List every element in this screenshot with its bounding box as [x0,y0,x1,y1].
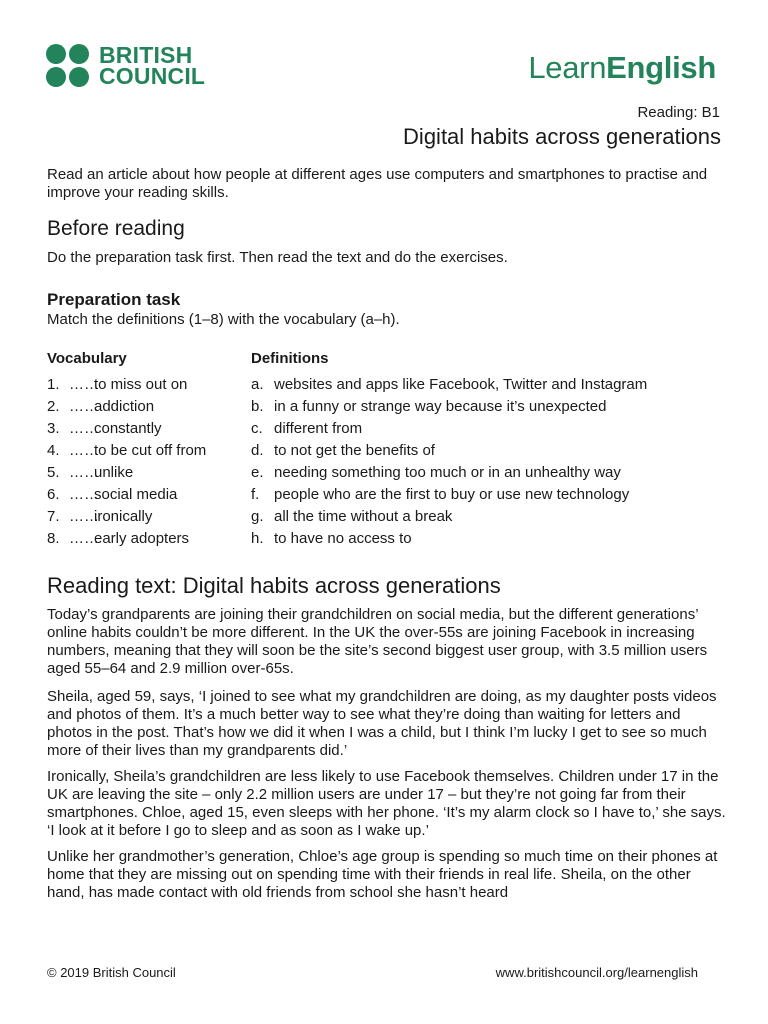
prep-instruction: Match the definitions (1–8) with the vocabulary (a–h). [47,311,400,328]
vocab-item [47,462,206,484]
vocab-item [47,484,206,506]
vocab-item [47,528,206,550]
definition-text: to have no access to [274,530,412,547]
vocab-num: 5. [47,464,60,481]
reading-paragraph: Sheila, aged 59, says, ‘I joined to see what my grandchildren are doing, as my daughter posts videos and photos of them. It’s a much better way to see what they’re doing than waiting for letters and photos in the post. That’s how we did it when I was a child, but I think I’m lucky I get to see so much more of their lives than my grandparents did.’ [47,688,717,759]
vocab-num: 3. [47,420,60,437]
vocab-word: early adopters [94,530,190,547]
footer-url[interactable]: www.britishcouncil.org/learnenglish [495,965,698,980]
definition-letter: f. [251,486,260,503]
definition-text: websites and apps like Facebook, Twitter and Instagram [274,376,648,393]
vocab-word: to be cut off from [94,442,207,459]
definition-text: people who are the first to buy or use new technology [274,486,630,503]
defs-header: Definitions [251,350,329,367]
prep-heading: Preparation task [47,290,181,309]
learnenglish-brand [528,50,716,86]
vocab-num: 2. [47,398,60,415]
vocab-num: 4. [47,442,60,459]
definitions-list [251,374,647,550]
definition-letter: g. [251,508,264,525]
vocab-word: social media [94,486,178,503]
vocab-item [47,396,206,418]
logo-line1: BRITISH [99,41,193,68]
page-title: Digital habits across generations [403,124,721,149]
definition-text: all the time without a break [274,508,453,525]
vocab-word: to miss out on [94,376,188,393]
definition-item [251,418,647,440]
definition-letter: d. [251,442,264,459]
vocab-num: 8. [47,530,60,547]
definition-letter: b. [251,398,264,415]
logo-dots-icon [46,44,89,87]
brand-english: English [606,50,716,85]
vocab-list [47,374,206,550]
logo-text [99,41,206,89]
definition-item [251,506,647,528]
answer-blank: …… [69,442,99,459]
vocab-item [47,440,206,462]
reading-paragraph: Today’s grandparents are joining their grandchildren on social media, but the different generations’ online habits couldn’t be more different. In the UK the over-55s are joining Facebook in increasing numbers, meaning that they will soon be the site’s second biggest user group, with 3.5 million users aged 55–64 and 2.9 million over-65s. [47,606,708,677]
answer-blank: …… [69,486,99,503]
definition-letter: c. [251,420,263,437]
definition-item [251,528,647,550]
before-reading-heading: Before reading [47,217,185,240]
definition-letter: a. [251,376,264,393]
answer-blank: …… [69,398,99,415]
definition-item [251,374,647,396]
answer-blank: …… [69,530,99,547]
logo-line2: COUNCIL [99,62,206,89]
vocab-num: 6. [47,486,60,503]
definition-item [251,440,647,462]
vocab-num: 7. [47,508,60,525]
definition-item [251,484,647,506]
answer-blank: …… [69,376,99,393]
definition-text: in a funny or strange way because it’s unexpected [274,398,607,415]
definition-text: needing something too much or in an unhealthy way [274,464,621,481]
vocab-word: ironically [94,508,153,525]
reading-heading: Reading text: Digital habits across generations [47,573,501,598]
answer-blank: …… [69,420,99,437]
vocab-item [47,374,206,396]
british-council-logo [46,41,206,89]
reading-paragraph: Unlike her grandmother’s generation, Chloe’s age group is spending so much time on their phones at home that they are missing out on spending time with their friends in real life. Sheila, on the other hand, has made contact with old friends from school she hasn’t heard [47,848,718,901]
brand-learn: Learn [528,50,607,85]
vocab-word: unlike [94,464,134,481]
vocab-num: 1. [47,376,60,393]
answer-blank: …… [69,464,99,481]
answer-blank: …… [69,508,99,525]
definition-letter: h. [251,530,264,547]
definition-letter: e. [251,464,264,481]
level-label: Reading: B1 [637,104,720,121]
vocab-word: addiction [94,398,155,415]
definition-text: different from [274,420,363,437]
intro-text: Read an article about how people at different ages use computers and smartphones to practise and improve your reading skills. [47,166,708,201]
vocab-word: constantly [94,420,162,437]
vocab-item [47,418,206,440]
footer-copyright: © 2019 British Council [47,965,176,980]
vocab-item [47,506,206,528]
definition-item [251,396,647,418]
vocab-header: Vocabulary [47,350,127,367]
before-reading-text: Do the preparation task first. Then read the text and do the exercises. [47,249,508,266]
definition-item [251,462,647,484]
reading-paragraph: Ironically, Sheila’s grandchildren are less likely to use Facebook themselves. Children under 17 in the UK are leaving the site – only 2.2 million users are under 17 – but they’re not going far from their smartphones. Chloe, aged 15, even sleeps with her phone. ‘It’s my alarm clock so I have to,’ she says. ‘I look at it before I go to sleep and as soon as I wake up.’ [47,768,726,839]
definition-text: to not get the benefits of [274,442,435,459]
